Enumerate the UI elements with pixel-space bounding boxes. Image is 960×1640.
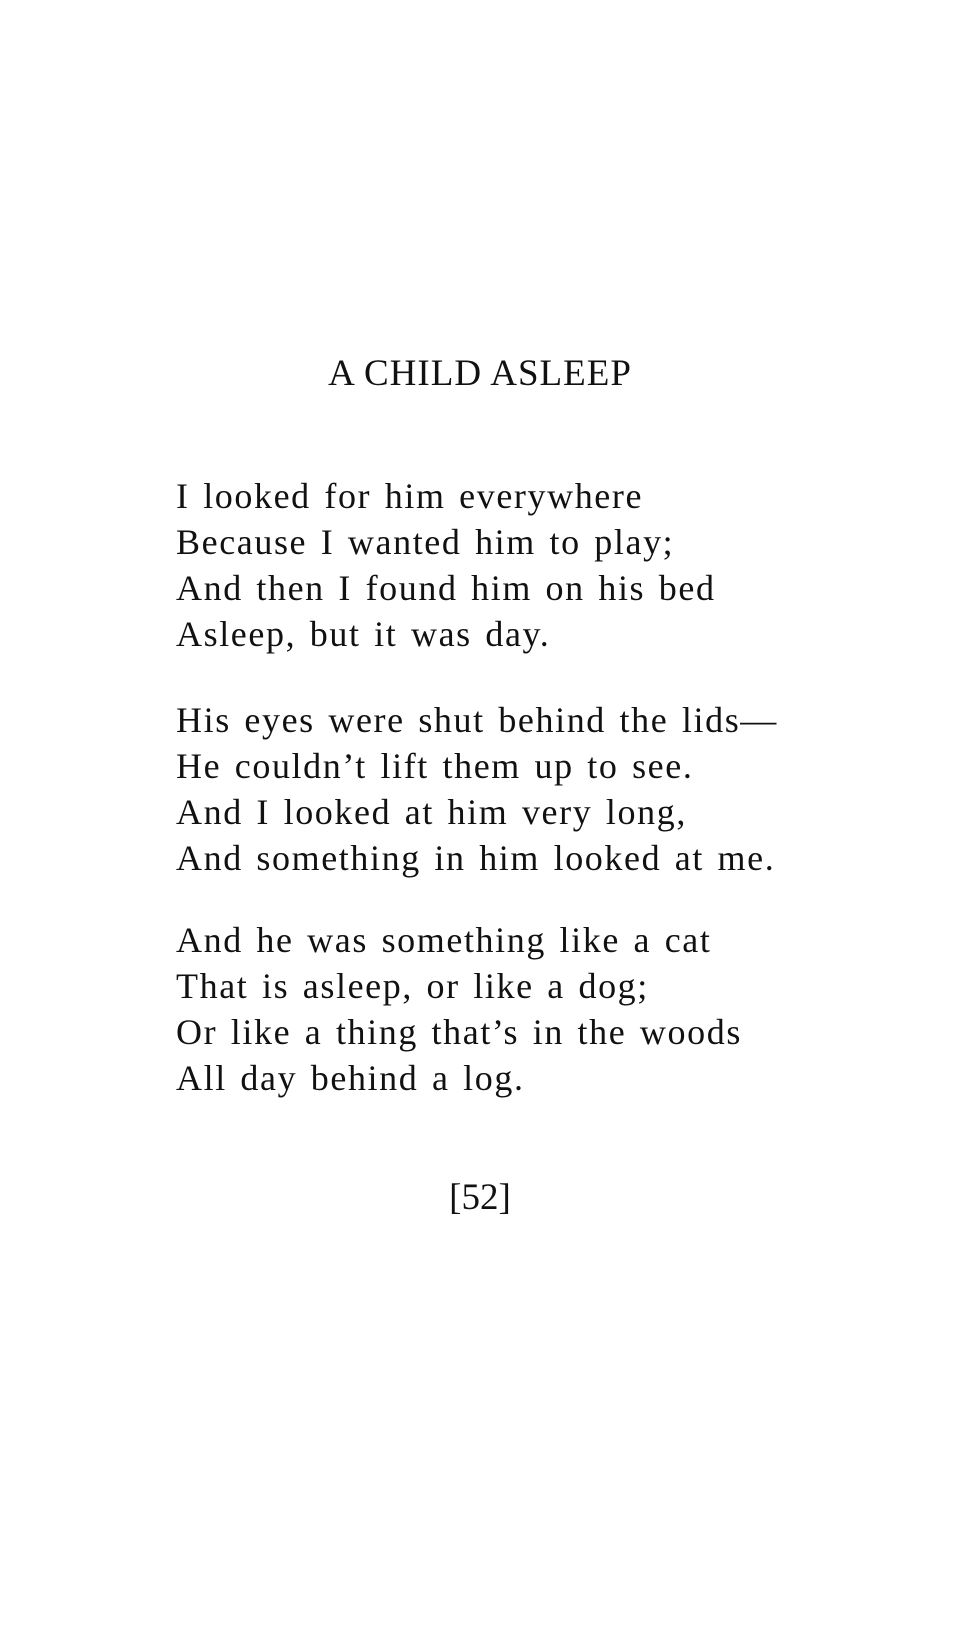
poem-line: Or like a thing that’s in the woods [176, 1012, 742, 1052]
poem-line: And something in him looked at me. [176, 838, 776, 878]
poem-line: And then I found him on his bed [176, 568, 716, 608]
stanza-3 [176, 917, 896, 1101]
poem-line: All day behind a log. [176, 1058, 525, 1098]
poem-line: That is asleep, or like a dog; [176, 966, 649, 1006]
poem-title: A CHILD ASLEEP [328, 353, 632, 394]
poem-line: And he was something like a cat [176, 920, 712, 960]
poem-line: I looked for him everywhere [176, 476, 644, 516]
poem-line: Because I wanted him to play; [176, 522, 675, 562]
stanza-2 [176, 697, 896, 881]
page-number: [52] [449, 1177, 511, 1218]
poem-line: His eyes were shut behind the lids— [176, 700, 778, 740]
poem-line: And I looked at him very long, [176, 792, 687, 832]
stanza-1 [176, 473, 896, 657]
poem-line: He couldn’t lift them up to see. [176, 746, 694, 786]
poem-line: Asleep, but it was day. [176, 614, 551, 654]
